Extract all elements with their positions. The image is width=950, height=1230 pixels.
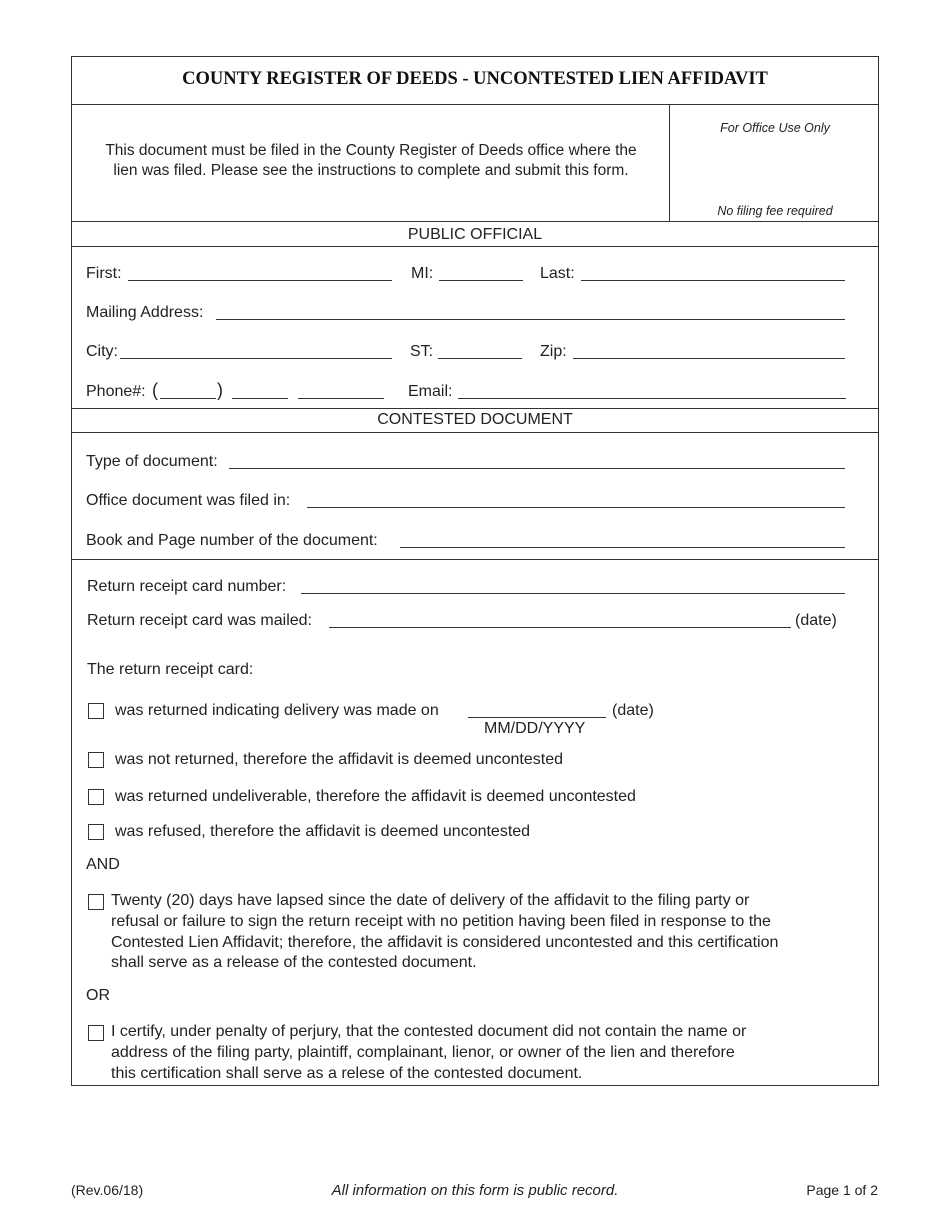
mi-label: MI:	[411, 265, 434, 282]
twenty-days-line-3: Contested Lien Affidavit; therefore, the affidavit is considered uncontested and this certification	[111, 933, 779, 951]
contested-document-heading: CONTESTED DOCUMENT	[377, 411, 573, 428]
form-title: COUNTY REGISTER OF DEEDS - UNCONTESTED LIEN AFFIDAVIT	[182, 69, 768, 89]
phone-area-code-field[interactable]	[160, 398, 216, 399]
zip-label: Zip:	[540, 343, 567, 360]
divider	[72, 432, 878, 433]
receipt-card-number-field[interactable]	[301, 593, 845, 594]
delivered-label: was returned indicating delivery was made on	[115, 702, 439, 719]
intro-line-2: lien was filed. Please see the instructions to complete and submit this form.	[113, 162, 629, 179]
public-record-notice: All information on this form is public record.	[331, 1182, 619, 1199]
affidavit-form	[71, 56, 879, 1086]
phone-prefix-field[interactable]	[232, 398, 288, 399]
city-field[interactable]	[120, 358, 392, 359]
twenty-days-text	[111, 891, 778, 974]
delivery-date-field[interactable]	[468, 717, 606, 718]
mailing-address-field[interactable]	[216, 319, 845, 320]
twenty-days-line-4: shall serve as a release of the contested document.	[111, 954, 477, 972]
intro-text	[72, 141, 670, 181]
certify-line-3: this certification shall serve as a relese of the contested document.	[111, 1064, 583, 1082]
revision-label: (Rev.06/18)	[71, 1182, 144, 1198]
divider	[72, 408, 878, 409]
last-name-field[interactable]	[581, 280, 845, 281]
refused-label: was refused, therefore the affidavit is deemed uncontested	[115, 823, 531, 840]
divider	[72, 559, 878, 560]
certify-line-2: address of the filing party, plaintiff, complainant, lienor, or owner of the lien and therefore	[111, 1043, 735, 1061]
first-name-label: First:	[86, 265, 122, 282]
and-label: AND	[86, 856, 120, 873]
phone-label: Phone#:	[86, 383, 146, 400]
page-number: Page 1 of 2	[806, 1182, 878, 1198]
last-name-label: Last:	[540, 265, 575, 282]
city-label: City:	[86, 343, 118, 360]
book-page-label: Book and Page number of the document:	[86, 532, 378, 549]
receipt-mailed-date-field[interactable]	[329, 627, 791, 628]
receipt-card-number-label: Return receipt card number:	[87, 578, 287, 595]
not-returned-label: was not returned, therefore the affidavit is deemed uncontested	[115, 751, 563, 768]
twenty-days-line-2: refusal or failure to sign the return receipt with no petition having been filed in response to the	[111, 912, 771, 930]
document-type-field[interactable]	[229, 468, 845, 469]
delivered-checkbox[interactable]	[88, 703, 104, 719]
divider	[72, 221, 878, 222]
phone-number-field[interactable]	[298, 398, 384, 399]
email-field[interactable]	[458, 398, 846, 399]
phone-close-paren: )	[217, 380, 223, 400]
book-page-field[interactable]	[400, 547, 845, 548]
filing-office-label: Office document was filed in:	[86, 492, 291, 509]
refused-checkbox[interactable]	[88, 824, 104, 840]
public-official-heading: PUBLIC OFFICIAL	[407, 226, 543, 243]
receipt-mailed-label: Return receipt card was mailed:	[87, 612, 312, 629]
phone-open-paren: (	[152, 380, 158, 400]
date-format-hint: MM/DD/YYYY	[484, 720, 586, 737]
undeliverable-checkbox[interactable]	[88, 789, 104, 805]
state-field[interactable]	[438, 358, 522, 359]
certify-line-1: I certify, under penalty of perjury, that the contested document did not contain the name or	[111, 1023, 747, 1040]
no-fee-label: No filing fee required	[717, 204, 833, 218]
certify-text	[111, 1022, 746, 1084]
mi-field[interactable]	[439, 280, 523, 281]
return-receipt-intro: The return receipt card:	[87, 661, 254, 678]
mailing-address-label: Mailing Address:	[86, 304, 204, 321]
or-label: OR	[86, 987, 110, 1004]
office-use-label: For Office Use Only	[720, 121, 830, 135]
document-type-label: Type of document:	[86, 453, 218, 470]
divider	[72, 104, 878, 105]
twenty-days-line-1: Twenty (20) days have lapsed since the date of delivery of the affidavit to the filing party or	[111, 892, 750, 909]
intro-line-1: This document must be filed in the County Register of Deeds office where the	[105, 142, 637, 159]
zip-field[interactable]	[573, 358, 845, 359]
delivery-date-suffix: (date)	[612, 702, 654, 719]
not-returned-checkbox[interactable]	[88, 752, 104, 768]
filing-office-field[interactable]	[307, 507, 845, 508]
email-label: Email:	[408, 383, 453, 400]
certify-checkbox[interactable]	[88, 1025, 104, 1041]
twenty-days-checkbox[interactable]	[88, 894, 104, 910]
first-name-field[interactable]	[128, 280, 392, 281]
divider	[72, 246, 878, 247]
receipt-mailed-date-suffix: (date)	[795, 612, 837, 629]
undeliverable-label: was returned undeliverable, therefore the affidavit is deemed uncontested	[115, 788, 636, 805]
state-label: ST:	[410, 343, 434, 360]
